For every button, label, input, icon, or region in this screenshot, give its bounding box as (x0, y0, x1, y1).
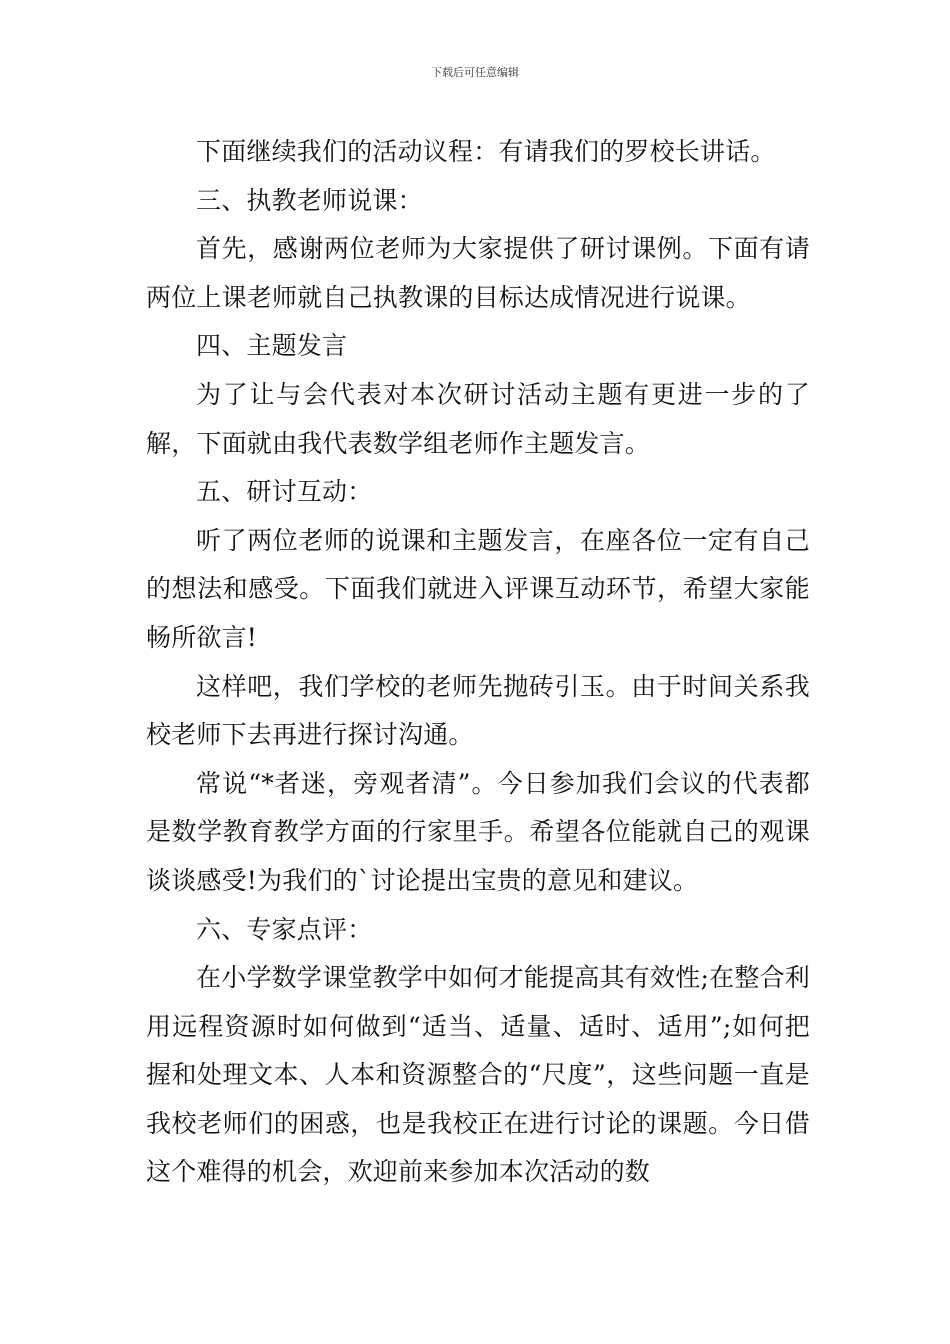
section-heading-3: 三、执教老师说课： (196, 185, 423, 215)
paragraph-school-teachers: 这样吧，我们学校的老师先抛砖引玉。由于时间关系我校老师下去再进行探讨沟通。 (146, 671, 810, 750)
paragraph-expert-review: 在小学数学课堂教学中如何才能提高其有效性;在整合利用远程资源时如何做到“适当、适量、适时、适用”;如何把握和处理文本、人本和资源整合的“尺度”，这些问题一直是我校老师们的困惑，也是我校正在进行讨论的课题。今日借这个难得的机会，欢迎前来参加本次活动的数 (146, 963, 810, 1187)
paragraph-agenda-continue: 下面继续我们的活动议程：有请我们的罗校长讲话。 (196, 137, 776, 166)
section-heading-4: 四、主题发言 (196, 331, 348, 361)
paragraph-theme-speech: 为了让与会代表对本次研讨活动主题有更进一步的了解，下面就由我代表数学组老师作主题发言。 (146, 379, 810, 458)
section-heading-5: 五、研讨互动： (196, 477, 373, 507)
section-heading-6: 六、专家点评： (196, 914, 373, 944)
page-header: 下载后可任意编辑 (431, 66, 519, 79)
paragraph-feedback: 常说“*者迷，旁观者清”。今日参加我们会议的代表都是数学教育教学方面的行家里手。希望各位能就自己的观课谈谈感受!为我们的`讨论提出宝贵的意见和建议。 (146, 768, 810, 895)
paragraph-interaction: 听了两位老师的说课和主题发言，在座各位一定有自己的想法和感受。下面我们就进入评课互动环节，希望大家能畅所欲言! (146, 525, 810, 652)
paragraph-lesson-talk: 首先，感谢两位老师为大家提供了研讨课例。下面有请两位上课老师就自己执教课的目标达成情况进行说课。 (146, 234, 810, 312)
document-body (146, 128, 810, 1197)
